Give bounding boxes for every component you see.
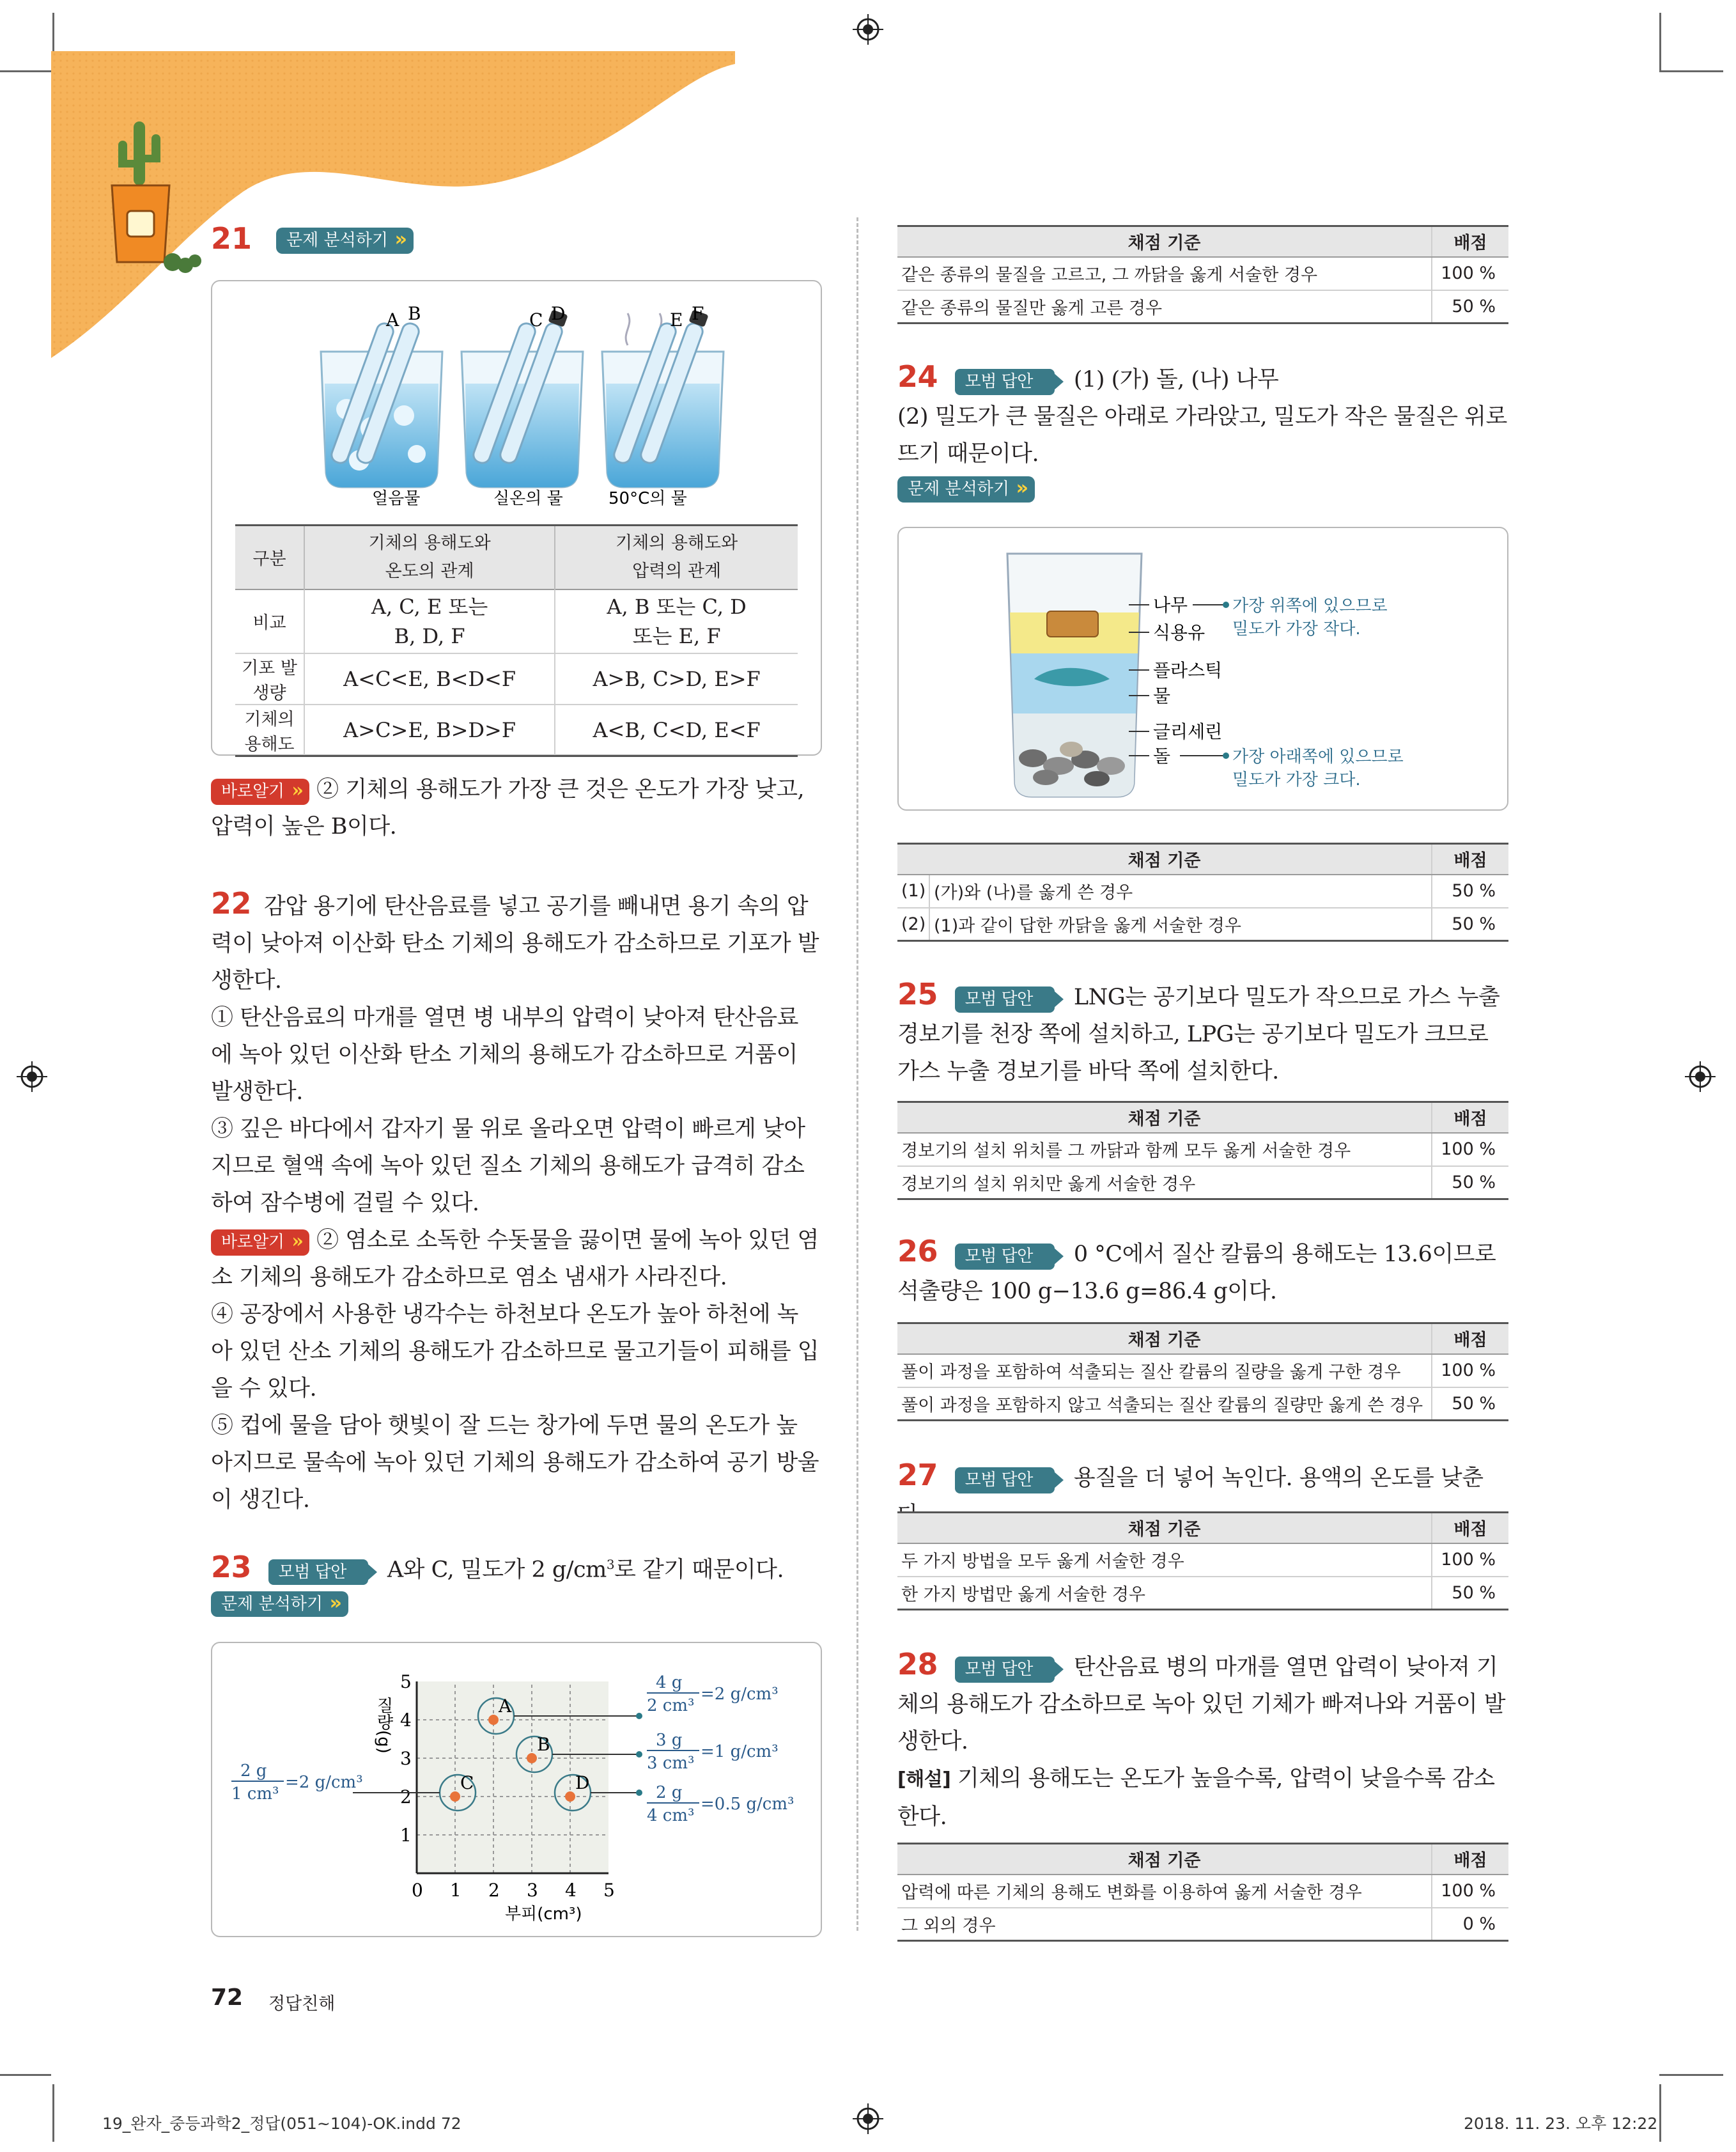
point-label: D xyxy=(575,1772,590,1793)
tube-label-c: C xyxy=(529,309,543,331)
beakers-illustration xyxy=(212,281,823,524)
table-header-cell: 채점 기준 xyxy=(897,1513,1432,1543)
text-line: 지므로 혈액 속에 녹아 있던 질소 기체의 용해도가 급격히 감소 xyxy=(211,1153,805,1179)
annotation-text: 밀도가 가장 작다. xyxy=(1232,620,1361,639)
tube-label-e: E xyxy=(670,309,683,331)
answer-text: 생한다. xyxy=(897,1729,968,1754)
text-line: ④ 공장에서 사용한 냉각수는 하천보다 온도가 높아 하천에 녹 xyxy=(211,1302,798,1327)
data-point xyxy=(527,1753,537,1763)
fraction-numerator: 3 g xyxy=(656,1731,683,1750)
beaker-label: 실온의 물 xyxy=(493,489,563,508)
question-number: 28 xyxy=(897,1647,938,1681)
registration-mark-icon xyxy=(17,1061,47,1092)
model-answer-tag: 모범 답안 xyxy=(955,369,1055,395)
layer-label: 나무 xyxy=(1153,595,1188,616)
text-line: ① 탄산음료의 마개를 열면 병 내부의 압력이 낮아져 탄산음료 xyxy=(211,1005,798,1031)
beaker-label: 얼음물 xyxy=(372,489,421,508)
point-label: A xyxy=(499,1696,512,1717)
table-cell: 50 % xyxy=(1432,1387,1508,1421)
data-point xyxy=(565,1791,575,1802)
layer-label: 식용유 xyxy=(1153,622,1205,643)
y-tick-label: 1 xyxy=(400,1825,412,1846)
table-row-label: 비교 xyxy=(252,613,286,633)
page-number: 72 xyxy=(211,1984,244,2011)
annotation-dot xyxy=(636,1713,642,1719)
q22-block xyxy=(211,885,825,1518)
fraction-numerator: 2 g xyxy=(240,1761,267,1781)
table-cell: 압력에 따른 기체의 용해도 변화를 이용하여 옳게 서술한 경우 xyxy=(897,1875,1432,1908)
table-cell: 100 % xyxy=(1432,1875,1508,1908)
text-line: 이 생긴다. xyxy=(211,1487,310,1513)
answer-text: 0 °C에서 질산 칼륨의 용해도는 13.6이므로 xyxy=(1073,1242,1496,1267)
data-point xyxy=(488,1715,499,1725)
registration-mark-icon xyxy=(853,14,883,45)
fraction-result: =2 g/cm³ xyxy=(285,1773,363,1792)
answer-text: 석출량은 100 g−13.6 g=86.4 g이다. xyxy=(897,1279,1277,1304)
q23-grading-table xyxy=(897,225,1508,324)
cactus-pot-icon xyxy=(105,115,201,275)
explanation-text: 한다. xyxy=(897,1804,947,1830)
q28-block xyxy=(897,1646,1511,1836)
answer-text: 가스 누출 경보기를 바닥 쪽에 설치한다. xyxy=(897,1059,1279,1084)
table-cell: 그 외의 경우 xyxy=(897,1908,1432,1941)
table-header-cell: 기체의 용해도와 압력의 관계 xyxy=(555,526,798,589)
tube-label-b: B xyxy=(408,303,421,324)
q21-solubility-table xyxy=(235,524,798,757)
correction-tag: 바로알기 » xyxy=(211,1229,309,1256)
tube-label-d: D xyxy=(551,303,566,324)
point-label: C xyxy=(460,1772,474,1793)
table-cell: 한 가지 방법만 옳게 서술한 경우 xyxy=(897,1577,1432,1610)
text-line: 아지므로 물속에 녹아 있던 기체의 용해도가 감소하여 공기 방울 xyxy=(211,1450,819,1476)
tube-label-f: F xyxy=(692,303,704,324)
table-cell: 경보기의 설치 위치만 옳게 서술한 경우 xyxy=(897,1166,1432,1199)
fraction-denominator: 3 cm³ xyxy=(647,1754,695,1773)
layer-label: 글리세린 xyxy=(1153,721,1223,742)
fraction-result: =0.5 g/cm³ xyxy=(701,1795,794,1814)
model-answer-tag: 모범 답안 xyxy=(955,1467,1055,1493)
table-cell: 같은 종류의 물질만 옳게 고른 경우 xyxy=(897,290,1432,324)
beaker-label: 50°C의 물 xyxy=(608,489,687,508)
annotation-text: 밀도가 가장 크다. xyxy=(1232,770,1361,790)
model-answer-tag: 모범 답안 xyxy=(955,1244,1055,1270)
q24-grading-table xyxy=(897,843,1508,942)
x-tick-label: 4 xyxy=(565,1880,577,1901)
question-number: 27 xyxy=(897,1458,938,1492)
table-cell: A<C<E, B<D<F xyxy=(304,653,555,705)
q21-analysis-box xyxy=(211,280,822,756)
table-cell: 50 % xyxy=(1432,1166,1508,1199)
table-cell: 50 % xyxy=(1432,290,1508,324)
table-cell: 풀이 과정을 포함하여 석출되는 질산 칼륨의 질량을 옳게 구한 경우 xyxy=(897,1354,1432,1387)
text-line: 에 녹아 있던 이산화 탄소 기체의 용해도가 감소하므로 거품이 xyxy=(211,1042,798,1068)
data-point xyxy=(450,1791,460,1802)
explanation-text: 기체의 용해도는 온도가 높을수록, 압력이 낮을수록 감소 xyxy=(957,1766,1495,1791)
analysis-tag: 문제 분석하기 » xyxy=(897,476,1035,503)
text-line: ② 염소로 소독한 수돗물을 끓이면 물에 녹아 있던 염 xyxy=(316,1228,819,1253)
table-header-cell: 채점 기준 xyxy=(897,1102,1432,1133)
q25-grading-table xyxy=(897,1101,1508,1200)
text-line: ③ 깊은 바다에서 갑자기 물 위로 올라오면 압력이 빠르게 낮아 xyxy=(211,1116,805,1142)
answer-text: (1) (가) 돌, (나) 나무 xyxy=(1073,367,1279,393)
q27-grading-table xyxy=(897,1511,1508,1610)
table-cell: (2) xyxy=(897,908,929,941)
fraction-denominator: 2 cm³ xyxy=(647,1696,695,1715)
table-row-label: 기포 발생량 xyxy=(242,658,297,703)
density-column-illustration xyxy=(899,528,1510,812)
fraction-numerator: 4 g xyxy=(656,1673,683,1692)
y-axis-label: 질량(g) xyxy=(374,1697,393,1754)
text-line: 을 수 있다. xyxy=(211,1376,317,1401)
table-header-cell: 채점 기준 xyxy=(897,226,1432,257)
layer-label: 플라스틱 xyxy=(1153,660,1223,681)
question-number: 26 xyxy=(897,1234,938,1268)
analysis-tag: 문제 분석하기 » xyxy=(211,1591,348,1618)
table-cell: A, B 또는 C, D 또는 E, F xyxy=(555,589,798,653)
answer-text: (2) 밀도가 큰 물질은 아래로 가라앉고, 밀도가 작은 물질은 위로 xyxy=(897,404,1507,430)
table-cell: 100 % xyxy=(1432,1543,1508,1577)
text-line: ⑤ 컵에 물을 담아 햇빛이 잘 드는 창가에 두면 물의 온도가 높 xyxy=(211,1413,798,1439)
fraction-result: =1 g/cm³ xyxy=(701,1742,779,1761)
y-tick-label: 2 xyxy=(400,1786,412,1807)
text-line: 력이 낮아져 이산화 탄소 기체의 용해도가 감소하므로 기포가 발 xyxy=(211,931,819,956)
table-cell: (1)과 같이 답한 까닭을 옳게 서술한 경우 xyxy=(929,908,1432,941)
table-header-cell: 배점 xyxy=(1432,1102,1508,1133)
question-number: 24 xyxy=(897,359,938,394)
correction-text: ② 기체의 용해도가 가장 큰 것은 온도가 가장 낮고, 압력이 높은 B이다. xyxy=(211,777,805,839)
fraction-numerator: 2 g xyxy=(656,1783,683,1802)
table-cell: A>B, C>D, E>F xyxy=(555,653,798,705)
table-header-cell: 기체의 용해도와 온도의 관계 xyxy=(304,526,555,589)
q28-grading-table xyxy=(897,1843,1508,1942)
table-cell: (1) xyxy=(897,875,929,908)
table-cell: 50 % xyxy=(1432,908,1508,941)
table-header-cell: 배점 xyxy=(1432,844,1508,875)
explanation-tag: [해설] xyxy=(897,1768,951,1791)
text-line: 아 있던 산소 기체의 용해도가 감소하므로 물고기들이 피해를 입 xyxy=(211,1339,819,1364)
table-cell: 풀이 과정을 포함하지 않고 석출되는 질산 칼륨의 질량만 옳게 쓴 경우 xyxy=(897,1387,1432,1421)
table-cell: A, C, E 또는 B, D, F xyxy=(304,589,555,653)
answer-text: 로 같기 때문이다. xyxy=(614,1557,784,1583)
question-number: 22 xyxy=(211,886,252,921)
table-header-cell: 구분 xyxy=(252,549,286,570)
table-cell: (가)와 (나)를 옳게 쓴 경우 xyxy=(929,875,1432,908)
answer-text: 탄산음료 병의 마개를 열면 압력이 낮아져 기 xyxy=(1073,1655,1498,1680)
model-answer-tag: 모범 답안 xyxy=(955,1657,1055,1683)
x-tick-label: 3 xyxy=(527,1880,538,1901)
table-row-label: 기체의 용해도 xyxy=(244,709,295,754)
layer-label: 돌 xyxy=(1153,745,1171,767)
table-cell: A<B, C<D, E<F xyxy=(555,705,798,756)
page-label: 정답친해 xyxy=(268,1994,336,2014)
x-tick-label: 1 xyxy=(450,1880,461,1901)
annotation-text: 가장 아래쪽에 있으므로 xyxy=(1232,747,1404,767)
table-cell: 같은 종류의 물질을 고르고, 그 까닭을 옳게 서술한 경우 xyxy=(897,257,1432,290)
tube-label-a: A xyxy=(386,309,399,331)
y-tick-label: 5 xyxy=(400,1671,412,1692)
x-tick-label: 2 xyxy=(488,1880,500,1901)
table-cell: 경보기의 설치 위치를 그 까닭과 함께 모두 옳게 서술한 경우 xyxy=(897,1133,1432,1166)
q24-analysis-box xyxy=(897,527,1508,811)
text-line: 생한다. xyxy=(211,968,282,994)
fraction-result: =2 g/cm³ xyxy=(701,1685,779,1704)
table-header-cell: 배점 xyxy=(1432,1844,1508,1875)
text-line: 소 기체의 용해도가 감소하므로 염소 냄새가 사라진다. xyxy=(211,1265,727,1290)
table-header-cell: 채점 기준 xyxy=(897,1844,1432,1875)
density-chart xyxy=(212,1643,823,1938)
table-cell: 100 % xyxy=(1432,1133,1508,1166)
annotation-dot xyxy=(636,1789,642,1796)
q26-block xyxy=(897,1233,1511,1310)
layer-label: 물 xyxy=(1153,685,1171,706)
answer-text: A와 C, 밀도가 2 g/cm xyxy=(387,1557,607,1583)
table-cell: 50 % xyxy=(1432,1577,1508,1610)
file-info: 19_완자_중등과학2_정답(051~104)-OK.indd 72 xyxy=(102,2114,461,2133)
table-cell: 100 % xyxy=(1432,257,1508,290)
answer-superscript: 3 xyxy=(606,1557,615,1572)
table-header-cell: 채점 기준 xyxy=(897,1323,1432,1354)
table-cell: 두 가지 방법을 모두 옳게 서술한 경우 xyxy=(897,1543,1432,1577)
y-tick-label: 4 xyxy=(400,1710,412,1731)
annotation-text: 가장 위쪽에 있으므로 xyxy=(1232,596,1388,616)
print-date: 2018. 11. 23. 오후 12:22 xyxy=(1464,2114,1658,2133)
analysis-tag: 문제 분석하기 » xyxy=(276,228,414,254)
answer-text: 용질을 더 넣어 녹인다. 용액의 온도를 낮춘 xyxy=(1073,1465,1484,1491)
q23-analysis-box xyxy=(211,1642,822,1937)
q23-block xyxy=(211,1546,825,1617)
correction-tag: 바로알기 » xyxy=(211,779,309,805)
text-line: 감압 용기에 탄산음료를 넣고 공기를 빼내면 용기 속의 압 xyxy=(264,894,809,919)
q24-block xyxy=(897,358,1511,503)
text-line: 발생한다. xyxy=(211,1079,303,1105)
y-tick-label: 3 xyxy=(400,1748,412,1769)
point-label: B xyxy=(537,1734,550,1755)
question-number: 25 xyxy=(897,977,938,1011)
q26-grading-table xyxy=(897,1322,1508,1421)
table-cell: 0 % xyxy=(1432,1908,1508,1941)
answer-text: LNG는 공기보다 밀도가 작으므로 가스 누출 xyxy=(1073,985,1500,1010)
model-answer-tag: 모범 답안 xyxy=(955,986,1055,1013)
table-header-cell: 배점 xyxy=(1432,1323,1508,1354)
model-answer-tag: 모범 답안 xyxy=(268,1559,368,1586)
table-cell: A>C>E, B>D>F xyxy=(304,705,555,756)
fraction-denominator: 4 cm³ xyxy=(647,1806,695,1825)
question-number: 21 xyxy=(211,221,252,256)
answer-text: 뜨기 때문이다. xyxy=(897,441,1039,467)
answer-text: 체의 용해도가 감소하므로 녹아 있던 기체가 빠져나와 거품이 발 xyxy=(897,1692,1506,1717)
q25-block xyxy=(897,976,1511,1090)
table-header-cell: 배점 xyxy=(1432,1513,1508,1543)
x-tick-label: 0 xyxy=(412,1880,423,1901)
fraction-denominator: 1 cm³ xyxy=(231,1784,279,1804)
text-line: 하여 잠수병에 걸릴 수 있다. xyxy=(211,1190,479,1216)
table-header-cell: 배점 xyxy=(1432,226,1508,257)
x-tick-label: 5 xyxy=(603,1880,615,1901)
annotation-dot xyxy=(636,1751,642,1758)
registration-mark-icon xyxy=(1685,1061,1716,1092)
answer-text: 경보기를 천장 쪽에 설치하고, LPG는 공기보다 밀도가 크므로 xyxy=(897,1022,1489,1047)
registration-mark-icon xyxy=(853,2103,883,2134)
question-number: 23 xyxy=(211,1549,252,1584)
x-axis-label: 부피(cm³) xyxy=(505,1905,582,1924)
table-cell: 50 % xyxy=(1432,875,1508,908)
table-header-cell: 채점 기준 xyxy=(897,844,1432,875)
table-cell: 100 % xyxy=(1432,1354,1508,1387)
